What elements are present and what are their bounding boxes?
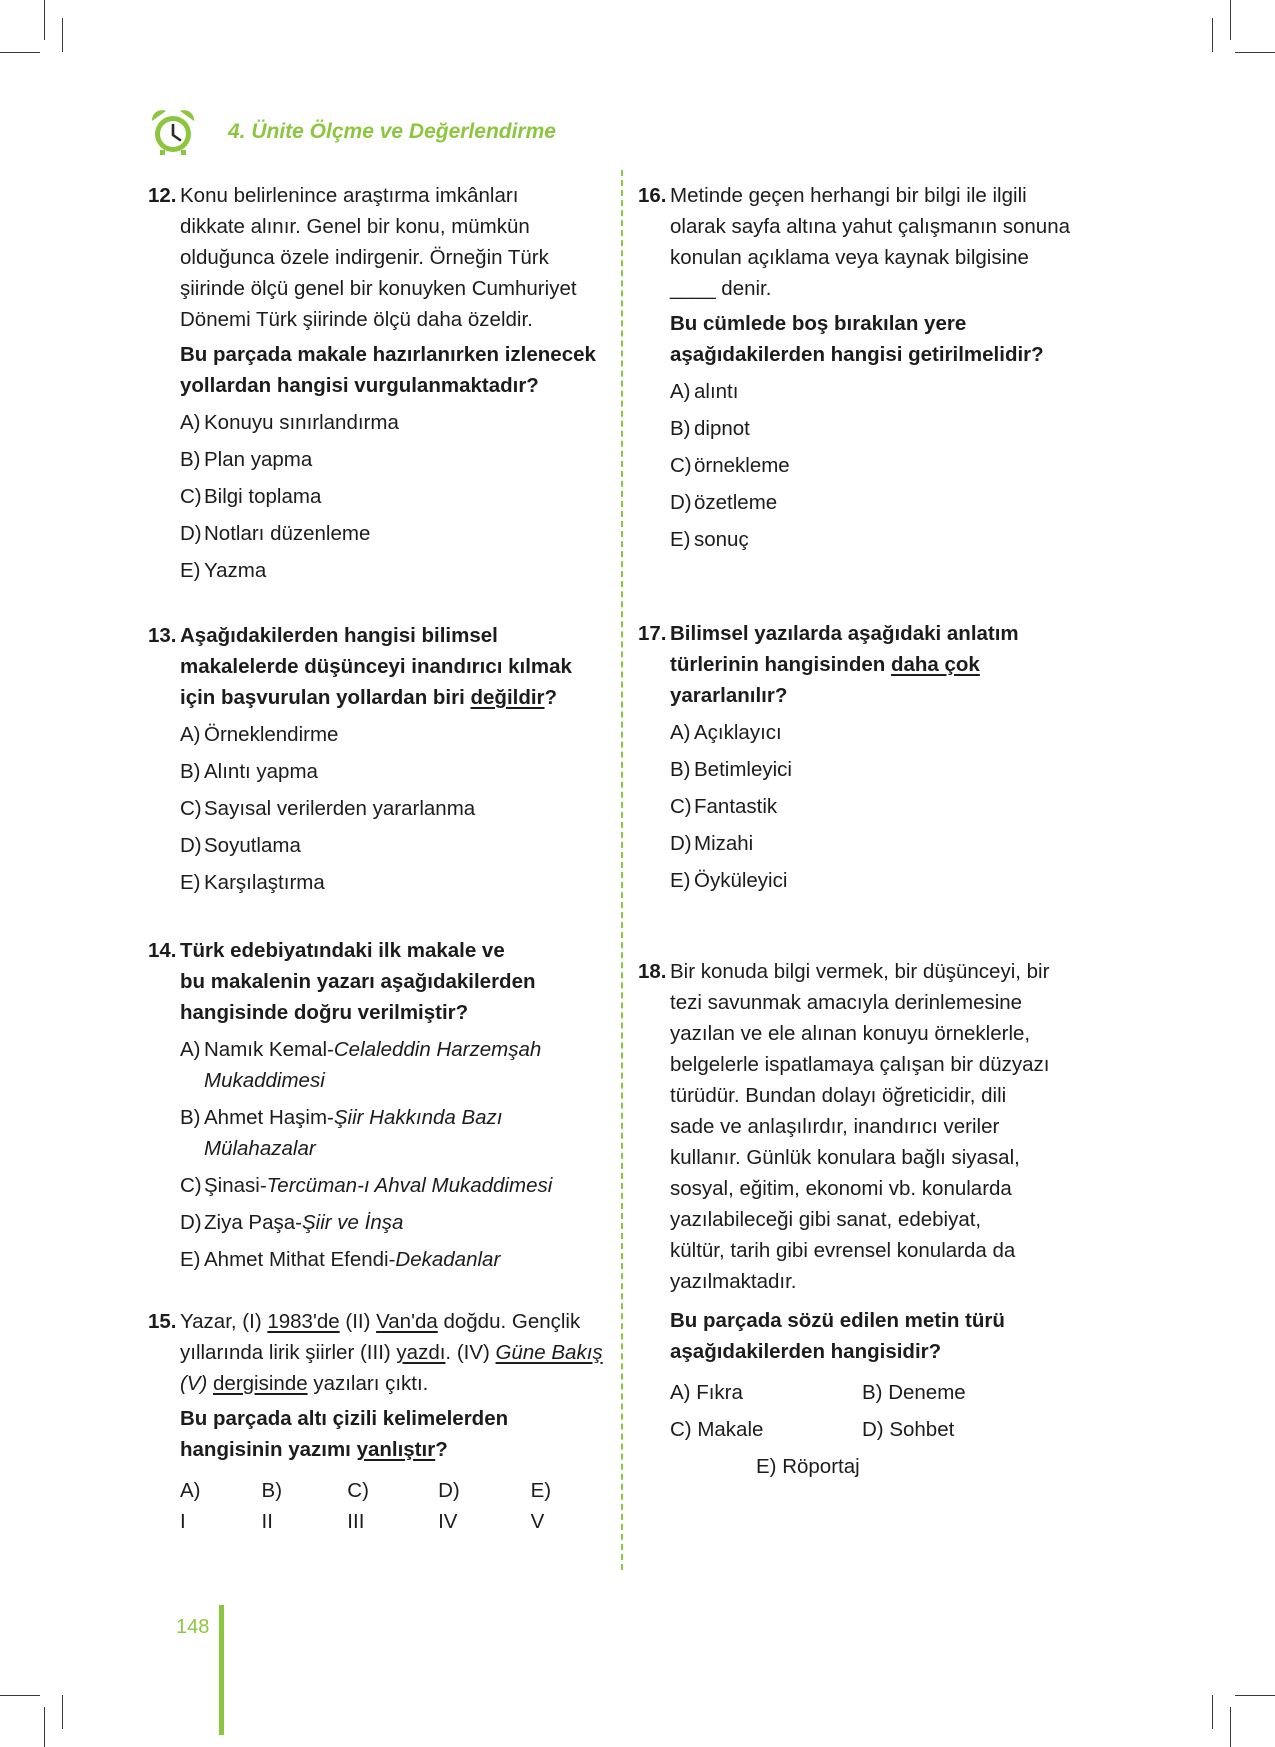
option-text: örnekleme xyxy=(694,454,790,477)
underlined-word: dergisinde xyxy=(213,1372,308,1395)
option-c[interactable] xyxy=(180,793,618,824)
underlined-word: 1983'de xyxy=(267,1310,340,1333)
text-line: tezi savunmak amacıyla derinlemesine xyxy=(670,991,1023,1014)
option-letter: A) xyxy=(180,723,201,746)
option-text xyxy=(204,1207,403,1238)
option-d[interactable] xyxy=(180,518,618,549)
option-a[interactable]: A) I xyxy=(180,1479,201,1533)
option-text xyxy=(204,1244,500,1275)
question-prompt xyxy=(180,1403,618,1465)
text-line: kullanır. Günlük konulara bağlı siyasal, xyxy=(670,1146,1020,1169)
option-b[interactable] xyxy=(180,756,618,787)
question-prompt xyxy=(670,1305,1108,1367)
prompt-line: Bilimsel yazılarda aşağıdaki anlatım xyxy=(670,622,1019,645)
option-b[interactable] xyxy=(670,413,1108,444)
option-a[interactable]: A) Fıkra xyxy=(670,1381,743,1404)
question-16 xyxy=(638,180,1108,555)
option-author: Ahmet Haşim- xyxy=(204,1106,334,1129)
option-e[interactable] xyxy=(670,524,1108,555)
text-line: Dönemi Türk şiirinde ölçü daha özeldir. xyxy=(180,308,533,331)
option-text xyxy=(204,1102,502,1164)
option-e[interactable]: E) V xyxy=(530,1479,552,1533)
question-18 xyxy=(638,956,1108,1482)
text-span: doğdu. Gençlik xyxy=(437,1310,581,1333)
option-text: sonuç xyxy=(694,528,749,551)
prompt-line: makalelerde düşünceyi inandırıcı kılmak xyxy=(180,655,572,678)
crop-mark xyxy=(62,1695,63,1729)
option-text: Bilgi toplama xyxy=(204,485,322,508)
page-number-bar xyxy=(219,1605,224,1735)
option-text: Notları düzenleme xyxy=(204,522,371,545)
option-e[interactable] xyxy=(180,555,618,586)
crop-mark xyxy=(1230,0,1231,40)
underlined-word: değildir xyxy=(470,686,545,709)
question-prompt xyxy=(670,618,1108,711)
option-letter: E) xyxy=(180,1248,201,1271)
text-line: yazılabileceği gibi sanat, edebiyat, xyxy=(670,1208,982,1231)
option-text: Alıntı yapma xyxy=(204,760,318,783)
option-text: Konuyu sınırlandırma xyxy=(204,411,399,434)
option-work: Mukaddimesi xyxy=(204,1069,325,1092)
option-letter: C) xyxy=(670,795,692,818)
prompt-line: Bu cümlede boş bırakılan yere xyxy=(670,312,967,335)
option-text: Mizahi xyxy=(694,832,754,855)
crop-mark xyxy=(1212,1695,1213,1729)
question-number: 13. xyxy=(148,624,177,647)
option-letter: B) xyxy=(180,448,201,471)
question-number: 16. xyxy=(638,184,667,207)
option-work: Dekadanlar xyxy=(395,1248,501,1271)
option-letter: B) xyxy=(670,758,691,781)
prompt-line: aşağıdakilerden hangisi getirilmelidir? xyxy=(670,343,1044,366)
option-text: özetleme xyxy=(694,491,778,514)
option-text: Açıklayıcı xyxy=(694,721,782,744)
question-number: 18. xyxy=(638,960,667,983)
option-letter: C) xyxy=(180,485,202,508)
option-d[interactable]: D) IV xyxy=(438,1479,460,1533)
option-e[interactable] xyxy=(180,1244,618,1275)
option-d[interactable] xyxy=(670,828,1108,859)
option-c[interactable]: C) Makale xyxy=(670,1418,764,1441)
prompt-line: Bu parçada makale hazırlanırken izlenecek xyxy=(180,343,596,366)
column-divider xyxy=(621,170,623,1570)
option-author: Şinasi- xyxy=(204,1174,267,1197)
text-line: Bir konuda bilgi vermek, bir düşünceyi, bir xyxy=(670,960,1050,983)
option-letter: A) xyxy=(670,380,691,403)
prompt-text: için başvurulan yollardan biri xyxy=(180,686,471,709)
option-a[interactable] xyxy=(180,1034,618,1096)
crop-mark xyxy=(0,52,40,53)
text-span: Yazar, (I) xyxy=(180,1310,268,1333)
crop-mark xyxy=(44,1707,45,1747)
question-prompt xyxy=(670,308,1108,370)
question-17 xyxy=(638,618,1108,896)
text-line: dikkate alınır. Genel bir konu, mümkün xyxy=(180,215,530,238)
text-line: ____ denir. xyxy=(670,277,772,300)
question-15 xyxy=(148,1306,618,1537)
text-line xyxy=(180,1368,618,1399)
question-prompt xyxy=(180,935,618,1028)
unit-title: 4. Ünite Ölçme ve Değerlendirme xyxy=(228,120,556,143)
option-d[interactable]: D) Sohbet xyxy=(862,1418,955,1441)
prompt-line: aşağıdakilerden hangisidir? xyxy=(670,1340,942,1363)
text-line: Metinde geçen herhangi bir bilgi ile ilgili xyxy=(670,184,1027,207)
option-letter: E) xyxy=(670,528,691,551)
text-line: türüdür. Bundan dolayı öğreticidir, dili xyxy=(670,1084,1007,1107)
prompt-end: ? xyxy=(544,686,558,709)
option-author: Namık Kemal- xyxy=(204,1038,334,1061)
underlined-word: yanlıştır xyxy=(356,1438,436,1461)
prompt-end: ? xyxy=(435,1438,448,1461)
text-line: sade ve anlaşılırdır, inandırıcı veriler xyxy=(670,1115,1000,1138)
text-line: sosyal, eğitim, ekonomi vb. konularda xyxy=(670,1177,1012,1200)
option-work: Tercüman-ı Ahval Mukaddimesi xyxy=(266,1174,553,1197)
prompt-line: bu makalenin yazarı aşağıdakilerden xyxy=(180,970,536,993)
option-a[interactable] xyxy=(180,719,618,750)
underlined-word: Van'da xyxy=(376,1310,438,1333)
text-line: kültür, tarih gibi evrensel konularda da xyxy=(670,1239,1016,1262)
underlined-word: Güne Bakış xyxy=(495,1341,603,1364)
text-line: olarak sayfa altına yahut çalışmanın sonuna xyxy=(670,215,1070,238)
option-letter: B) xyxy=(180,1106,201,1129)
underlined-word: daha çok xyxy=(890,653,980,676)
options-row xyxy=(180,1475,618,1537)
option-text xyxy=(204,1170,552,1201)
crop-mark xyxy=(0,1695,40,1696)
unit-header xyxy=(148,106,556,158)
question-number: 15. xyxy=(148,1310,177,1333)
text-line xyxy=(180,1306,618,1337)
text-line: konulan açıklama veya kaynak bilgisine xyxy=(670,246,1029,269)
text-line: şiirinde ölçü genel bir konuyken Cumhuriyet xyxy=(180,277,577,300)
option-a[interactable] xyxy=(670,376,1108,407)
prompt-line: yararlanılır? xyxy=(670,684,788,707)
option-text: Öyküleyici xyxy=(694,869,788,892)
option-letter: B) xyxy=(180,760,201,783)
option-c[interactable] xyxy=(670,450,1108,481)
option-letter: A) xyxy=(180,1038,201,1061)
option-letter: A) xyxy=(180,411,201,434)
option-c[interactable]: C) III xyxy=(347,1479,369,1533)
option-text: Karşılaştırma xyxy=(204,871,325,894)
text-span: yıllarında lirik şiirler (III) xyxy=(180,1341,397,1364)
text-span: yazıları çıktı. xyxy=(307,1372,429,1395)
prompt-line: yollardan hangisi vurgulanmaktadır? xyxy=(180,374,539,397)
option-text: Soyutlama xyxy=(204,834,301,857)
options-grid xyxy=(670,1377,1108,1445)
alarm-clock-icon xyxy=(148,107,198,157)
option-author: Ahmet Mithat Efendi- xyxy=(204,1248,396,1271)
question-number: 17. xyxy=(638,622,667,645)
option-letter: E) xyxy=(670,869,691,892)
page-number: 148 xyxy=(176,1616,210,1638)
question-number: 12. xyxy=(148,184,177,207)
question-prompt xyxy=(180,620,618,713)
question-text xyxy=(180,180,618,335)
question-number: 14. xyxy=(148,939,177,962)
option-d[interactable] xyxy=(670,487,1108,518)
option-letter: E) xyxy=(180,871,201,894)
option-e[interactable]: E) Röportaj xyxy=(756,1455,860,1478)
option-text xyxy=(204,1034,541,1096)
prompt-line: Bu parçada sözü edilen metin türü xyxy=(670,1309,1005,1332)
option-letter: C) xyxy=(180,797,202,820)
prompt-text: türlerinin hangisinden xyxy=(670,653,891,676)
crop-mark xyxy=(62,18,63,52)
prompt-line xyxy=(180,682,618,713)
question-text xyxy=(670,956,1108,1297)
text-line: yazılan ve ele alınan konuyu örneklerle, xyxy=(670,1022,1031,1045)
text-line: Konu belirlenince araştırma imkânları xyxy=(180,184,519,207)
prompt-line xyxy=(670,649,1108,680)
option-letter: C) xyxy=(670,454,692,477)
option-letter: E) xyxy=(180,559,201,582)
option-author: Ziya Paşa- xyxy=(204,1211,302,1234)
text-line xyxy=(180,1337,618,1368)
option-letter: D) xyxy=(670,832,692,855)
option-text: Fantastik xyxy=(694,795,778,818)
option-text: Sayısal verilerden yararlanma xyxy=(204,797,476,820)
text-line: yazılmaktadır. xyxy=(670,1270,797,1293)
question-prompt xyxy=(180,339,618,401)
option-b[interactable] xyxy=(670,754,1108,785)
crop-mark xyxy=(1212,18,1213,52)
option-letter: D) xyxy=(180,1211,202,1234)
option-letter: D) xyxy=(180,834,202,857)
crop-mark xyxy=(44,0,45,40)
prompt-line: Türk edebiyatındaki ilk makale ve xyxy=(180,939,505,962)
text-span: . (IV) xyxy=(445,1341,496,1364)
option-e[interactable] xyxy=(180,867,618,898)
option-d[interactable] xyxy=(180,1207,618,1238)
text-span: (II) xyxy=(339,1310,377,1333)
question-13 xyxy=(148,620,618,898)
option-work: Şiir ve İnşa xyxy=(301,1211,404,1234)
question-text xyxy=(670,180,1108,304)
option-e[interactable] xyxy=(670,865,1108,896)
option-work: Şiir Hakkında Bazı xyxy=(333,1106,503,1129)
underlined-word: yazdı xyxy=(396,1341,446,1364)
option-letter: C) xyxy=(180,1174,202,1197)
prompt-line: hangisinde doğru verilmiştir? xyxy=(180,1001,469,1024)
prompt-line xyxy=(180,1434,618,1465)
question-text xyxy=(180,1306,618,1399)
option-b[interactable]: B) Deneme xyxy=(862,1381,966,1404)
option-b[interactable] xyxy=(180,1102,618,1164)
option-text: dipnot xyxy=(694,417,750,440)
option-b[interactable] xyxy=(180,444,618,475)
crop-mark xyxy=(1230,1707,1231,1747)
text-span: (V) xyxy=(180,1372,214,1395)
option-c[interactable] xyxy=(180,1170,618,1201)
crop-mark xyxy=(1235,1695,1275,1696)
option-a[interactable] xyxy=(180,407,618,438)
question-14 xyxy=(148,935,618,1275)
option-text: Plan yapma xyxy=(204,448,313,471)
option-text: alıntı xyxy=(694,380,739,403)
option-text: Örneklendirme xyxy=(204,723,339,746)
question-12 xyxy=(148,180,618,586)
option-b[interactable]: B) II xyxy=(261,1479,283,1533)
option-c[interactable] xyxy=(670,791,1108,822)
text-line: olduğunca özele indirgenir. Örneğin Türk xyxy=(180,246,549,269)
option-letter: A) xyxy=(670,721,691,744)
option-d[interactable] xyxy=(180,830,618,861)
option-letter: B) xyxy=(670,417,691,440)
text-line: belgelerle ispatlamaya çalışan bir düzyazı xyxy=(670,1053,1050,1076)
option-work: Celaleddin Harzemşah xyxy=(333,1038,542,1061)
option-text: Yazma xyxy=(204,559,267,582)
option-work: Mülahazalar xyxy=(204,1137,316,1160)
option-a[interactable] xyxy=(670,717,1108,748)
prompt-line: Bu parçada altı çizili kelimelerden xyxy=(180,1407,509,1430)
prompt-text: hangisinin yazımı xyxy=(180,1438,357,1461)
option-c[interactable] xyxy=(180,481,618,512)
option-text: Betimleyici xyxy=(694,758,792,781)
option-letter: D) xyxy=(180,522,202,545)
option-letter: D) xyxy=(670,491,692,514)
prompt-line: Aşağıdakilerden hangisi bilimsel xyxy=(180,624,498,647)
crop-mark xyxy=(1235,52,1275,53)
